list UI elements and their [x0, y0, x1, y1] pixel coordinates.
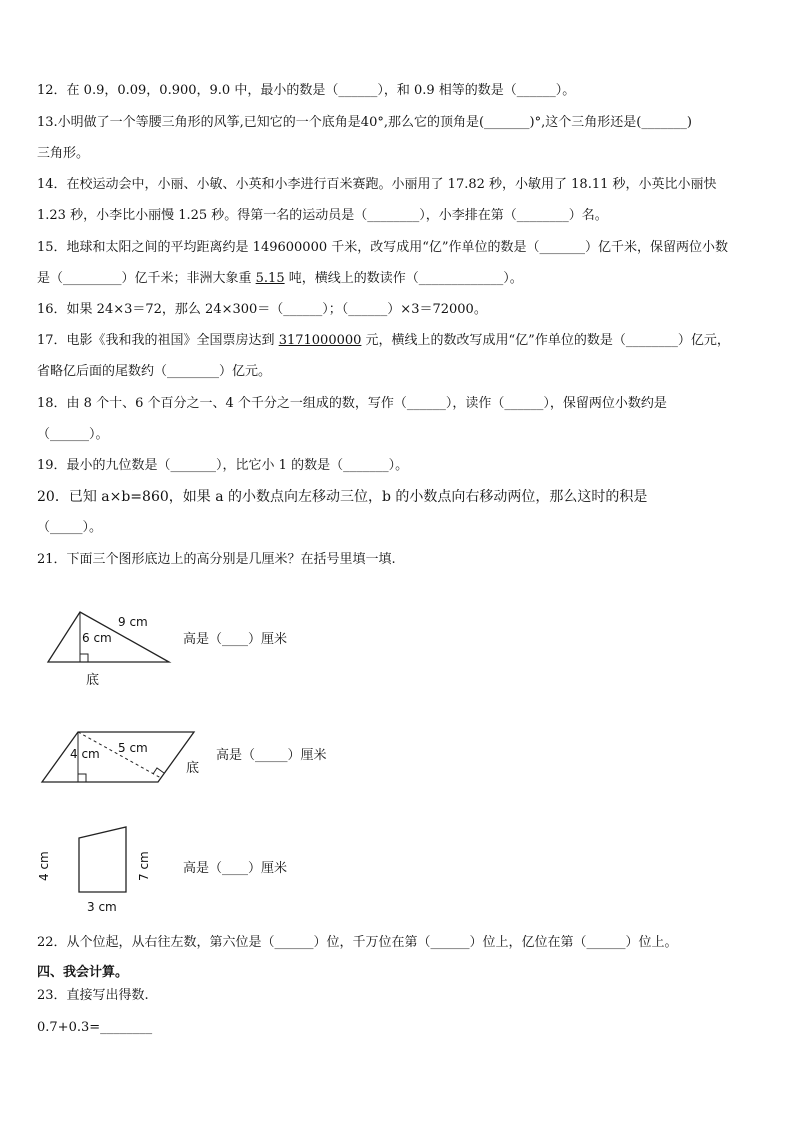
- question-19: 19．最小的九位数是（_______），比它小 1 的数是（_______）。: [37, 458, 409, 473]
- parallelogram-answer: 高是（_____）厘米: [216, 748, 327, 763]
- parallelogram-height-label: 4 cm: [70, 747, 100, 761]
- question-20-line2: （_____）。: [37, 520, 103, 535]
- trapezoid-left-label: 4 cm: [37, 851, 51, 881]
- q15-underlined-number: 5.15: [255, 271, 285, 286]
- question-13-line1: 13.小明做了一个等腰三角形的风筝,已知它的一个底角是40°,那么它的顶角是(_______)°,这个三角形还是(_______): [37, 115, 692, 130]
- trapezoid-answer: 高是（____）厘米: [183, 861, 288, 876]
- question-17-line1: [37, 332, 730, 350]
- triangle-base-label: 底: [86, 673, 100, 688]
- question-13-line2: 三角形。: [37, 146, 90, 161]
- parallelogram-diagonal-label: 5 cm: [118, 741, 148, 755]
- q17-text-a: 17．电影《我和我的祖国》全国票房达到: [37, 333, 279, 348]
- question-23-item: 0.7+0.3=________: [37, 1020, 153, 1035]
- question-23: 23．直接写出得数.: [37, 988, 149, 1003]
- question-17-line2: 省略亿后面的尾数约（________）亿元。: [37, 364, 272, 379]
- q17-text-b: 元，横线上的数改写成用“亿”作单位的数是（________）亿元，: [361, 333, 730, 348]
- trapezoid-right-label: 7 cm: [137, 851, 151, 881]
- parallelogram-figure: [38, 728, 198, 786]
- question-12: 12．在 0.9，0.09，0.900，9.0 中，最小的数是（______），和 0.9 相等的数是（______）。: [37, 83, 576, 98]
- question-22: 22．从个位起，从右往左数，第六位是（______）位，千万位在第（______）位上，亿位在第（______）位上。: [37, 935, 678, 950]
- question-18-line1: 18．由 8 个十、6 个百分之一、4 个千分之一组成的数，写作（______），读作（______），保留两位小数约是: [37, 396, 667, 411]
- triangle-height-label: 6 cm: [82, 631, 112, 645]
- trapezoid-figure: [76, 824, 132, 896]
- question-20-line1: 20．已知 a×b=860，如果 a 的小数点向左移动三位，b 的小数点向右移动两位，那么这时的积是: [37, 489, 648, 505]
- question-18-line2: （______）。: [37, 427, 109, 442]
- triangle-side-label: 9 cm: [118, 615, 148, 629]
- trapezoid-bottom-label: 3 cm: [87, 900, 117, 914]
- question-14-line1: 14．在校运动会中，小丽、小敏、小英和小李进行百米赛跑。小丽用了 17.82 秒，小敏用了 18.11 秒，小英比小丽快: [37, 177, 717, 192]
- question-15-line2: [37, 270, 523, 288]
- question-16: 16．如果 24×3＝72，那么 24×300＝（______）；（______）×3＝72000。: [37, 302, 487, 317]
- q17-underlined-number: 3171000000: [278, 333, 362, 348]
- q15-text-b: 吨，横线上的数读作（_____________）。: [284, 271, 523, 286]
- question-14-line2: 1.23 秒，小李比小丽慢 1.25 秒。得第一名的运动员是（________），小李排在第（________）名。: [37, 208, 608, 223]
- question-15-line1: 15．地球和太阳之间的平均距离约是 149600000 千米，改写成用“亿”作单位的数是（_______）亿千米，保留两位小数: [37, 240, 729, 255]
- q15-text-a: 是（_________）亿千米；非洲大象重: [37, 271, 256, 286]
- question-21: 21．下面三个图形底边上的高分别是几厘米？在括号里填一填.: [37, 552, 396, 567]
- parallelogram-base-label: 底: [186, 761, 200, 776]
- section-heading: 四、我会计算。: [37, 965, 129, 980]
- triangle-answer: 高是（____）厘米: [183, 632, 288, 647]
